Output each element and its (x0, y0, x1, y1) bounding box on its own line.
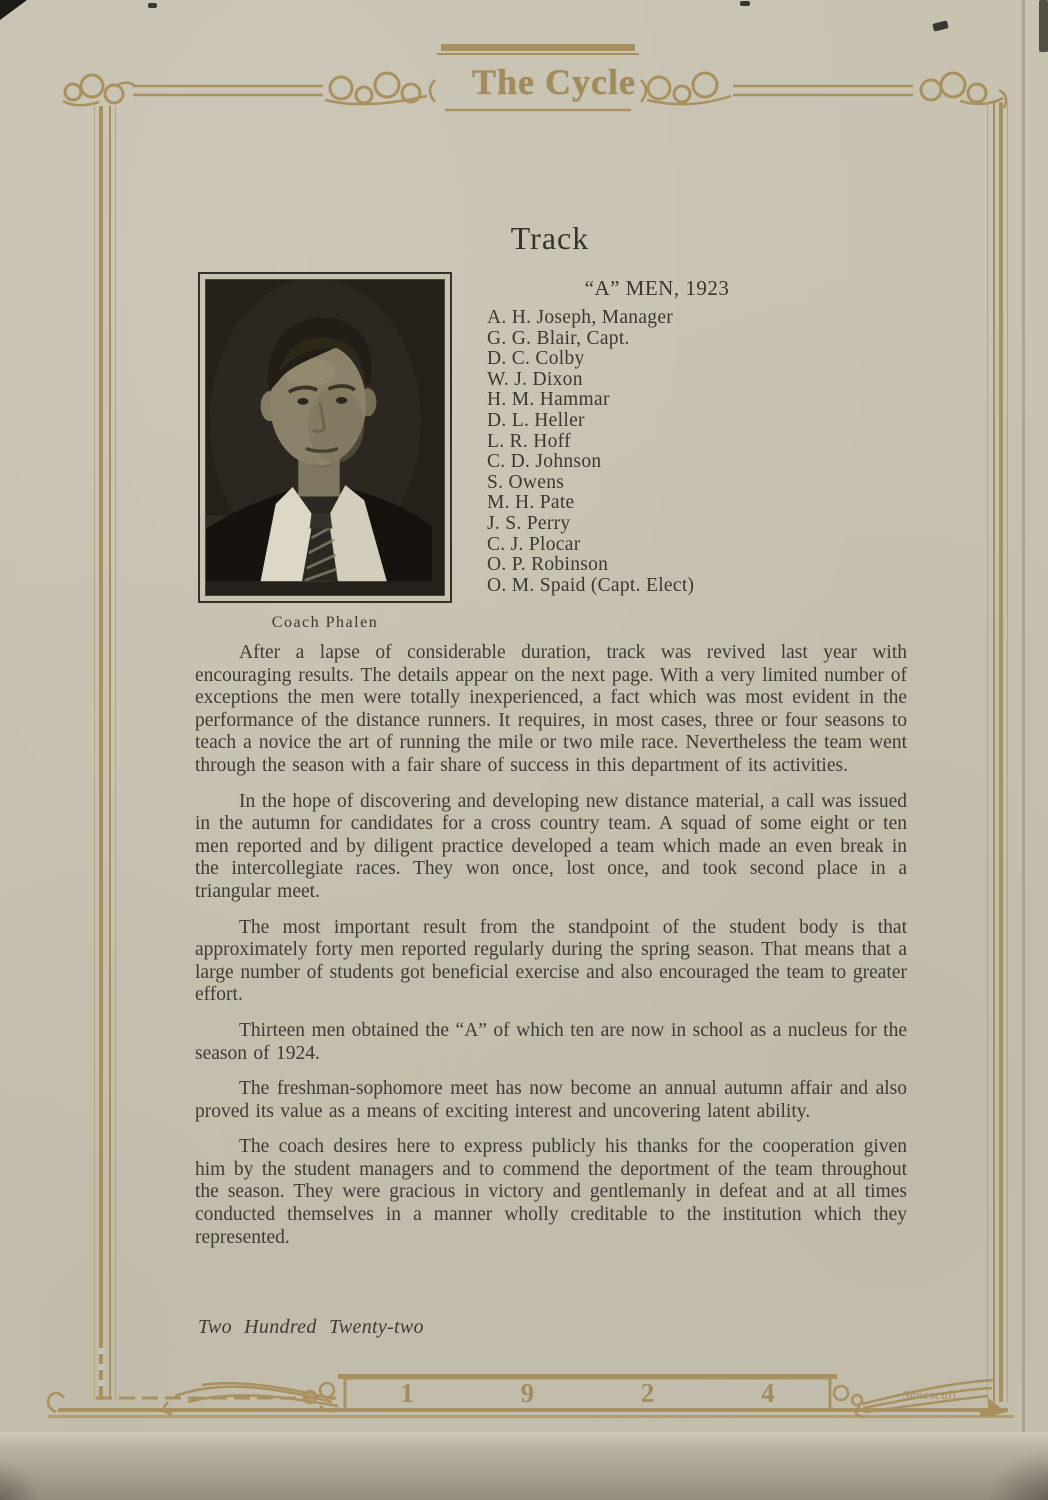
left-border-rule (115, 106, 116, 1400)
right-border-rule (999, 102, 1003, 1402)
scan-artifact (148, 3, 157, 8)
page-number-text: Two Hundred Twenty-two (198, 1316, 424, 1338)
roster-heading: “A” MEN, 1923 (584, 276, 730, 300)
paragraph: In the hope of discovering and developing new distance material, a call was issued in the autumn for candidates for a cross country team. A squad of some eight or ten men reported and by diligent practice developed a team which made an even break in the intercollegiate races. They won once, lost once, and took second place in a triangular meet. (195, 790, 907, 902)
roster-member: D. L. Heller (487, 409, 585, 431)
roster-member: S. Owens (487, 471, 565, 493)
roster-list (487, 308, 907, 596)
left-border-rule (94, 106, 95, 1400)
paragraph: After a lapse of considerable duration, track was revived last year with encouraging results. The details appear on the next page. With a very limited number of exceptions the men were totally inexperienced, a fact which was most evident in the performance of the distance runners. It requires, in most cases, three or four seasons to teach a novice the art of running the mile or two mile race. Nevertheless the team went through the season with a fair share of success in this department of its activities. (195, 642, 907, 776)
year-digit: 2 (640, 1377, 655, 1408)
roster-section (487, 276, 907, 596)
scan-artifact (1039, 0, 1048, 52)
roster-member: O. P. Robinson (487, 554, 609, 576)
roster-member: M. H. Pate (487, 492, 575, 514)
roster-member: A. H. Joseph, Manager (487, 307, 674, 328)
roster-member: D. C. Colby (487, 348, 585, 370)
coach-portrait-image (205, 279, 445, 596)
page-title: Track (510, 220, 590, 256)
scan-artifact (932, 20, 948, 31)
left-border-rule (99, 106, 103, 1400)
year-banner (347, 1378, 828, 1408)
roster-member: C. D. Johnson (487, 451, 602, 473)
year-digit: 1 (400, 1377, 414, 1408)
portrait-illustration (206, 280, 432, 583)
scan-artifact (0, 0, 27, 20)
page-edge-shadow (1022, 0, 1025, 1446)
paragraph: The freshman-sophomore meet has now become an annual autumn affair and also proved its value as a means of exciting interest and uncovering latent ability. (195, 1078, 907, 1122)
roster-member: G. G. Blair, Capt. (487, 327, 630, 349)
coach-portrait-photo (198, 272, 452, 603)
year-digit: 4 (761, 1377, 775, 1408)
artist-signature: Senescall. (903, 1387, 961, 1402)
photo-caption: Coach Phalen (271, 614, 379, 631)
roster-member: J. S. Perry (487, 512, 571, 534)
roster-member: C. J. Plocar (487, 533, 581, 555)
paragraph: Thirteen men obtained the “A” of which ten are now in school as a nucleus for the season of 1924. (195, 1019, 907, 1064)
paragraph: The coach desires here to express publicly his thanks for the cooperation given him by the student managers and to commend the deportment of the team throughout the season. They were gracious in victory and gentlemanly in defeat and at all times conducted themselves in a manner wholly creditable to the institution which they represented. (195, 1136, 907, 1248)
year-digit: 9 (520, 1377, 535, 1408)
roster-member: L. R. Hoff (487, 430, 571, 452)
paragraph: The most important result from the standpoint of the student body is that approximately forty men reported regularly during the spring season. That means that a large number of students got beneficial exercise and also encouraged the team to greater effort. (195, 916, 907, 1006)
article-body (195, 642, 907, 1262)
right-border-rule (987, 102, 988, 1402)
roster-member: O. M. Spaid (Capt. Elect) (487, 574, 695, 596)
scan-artifact (740, 1, 750, 6)
page-bottom-edge (0, 1432, 1048, 1500)
right-border-rule (993, 102, 995, 1402)
roster-member: H. M. Hammar (487, 389, 610, 411)
roster-member: W. J. Dixon (487, 368, 583, 390)
left-border-rule (109, 106, 111, 1400)
yearbook-banner-title: The Cycle (472, 62, 636, 102)
right-border-rule (1007, 102, 1008, 1402)
